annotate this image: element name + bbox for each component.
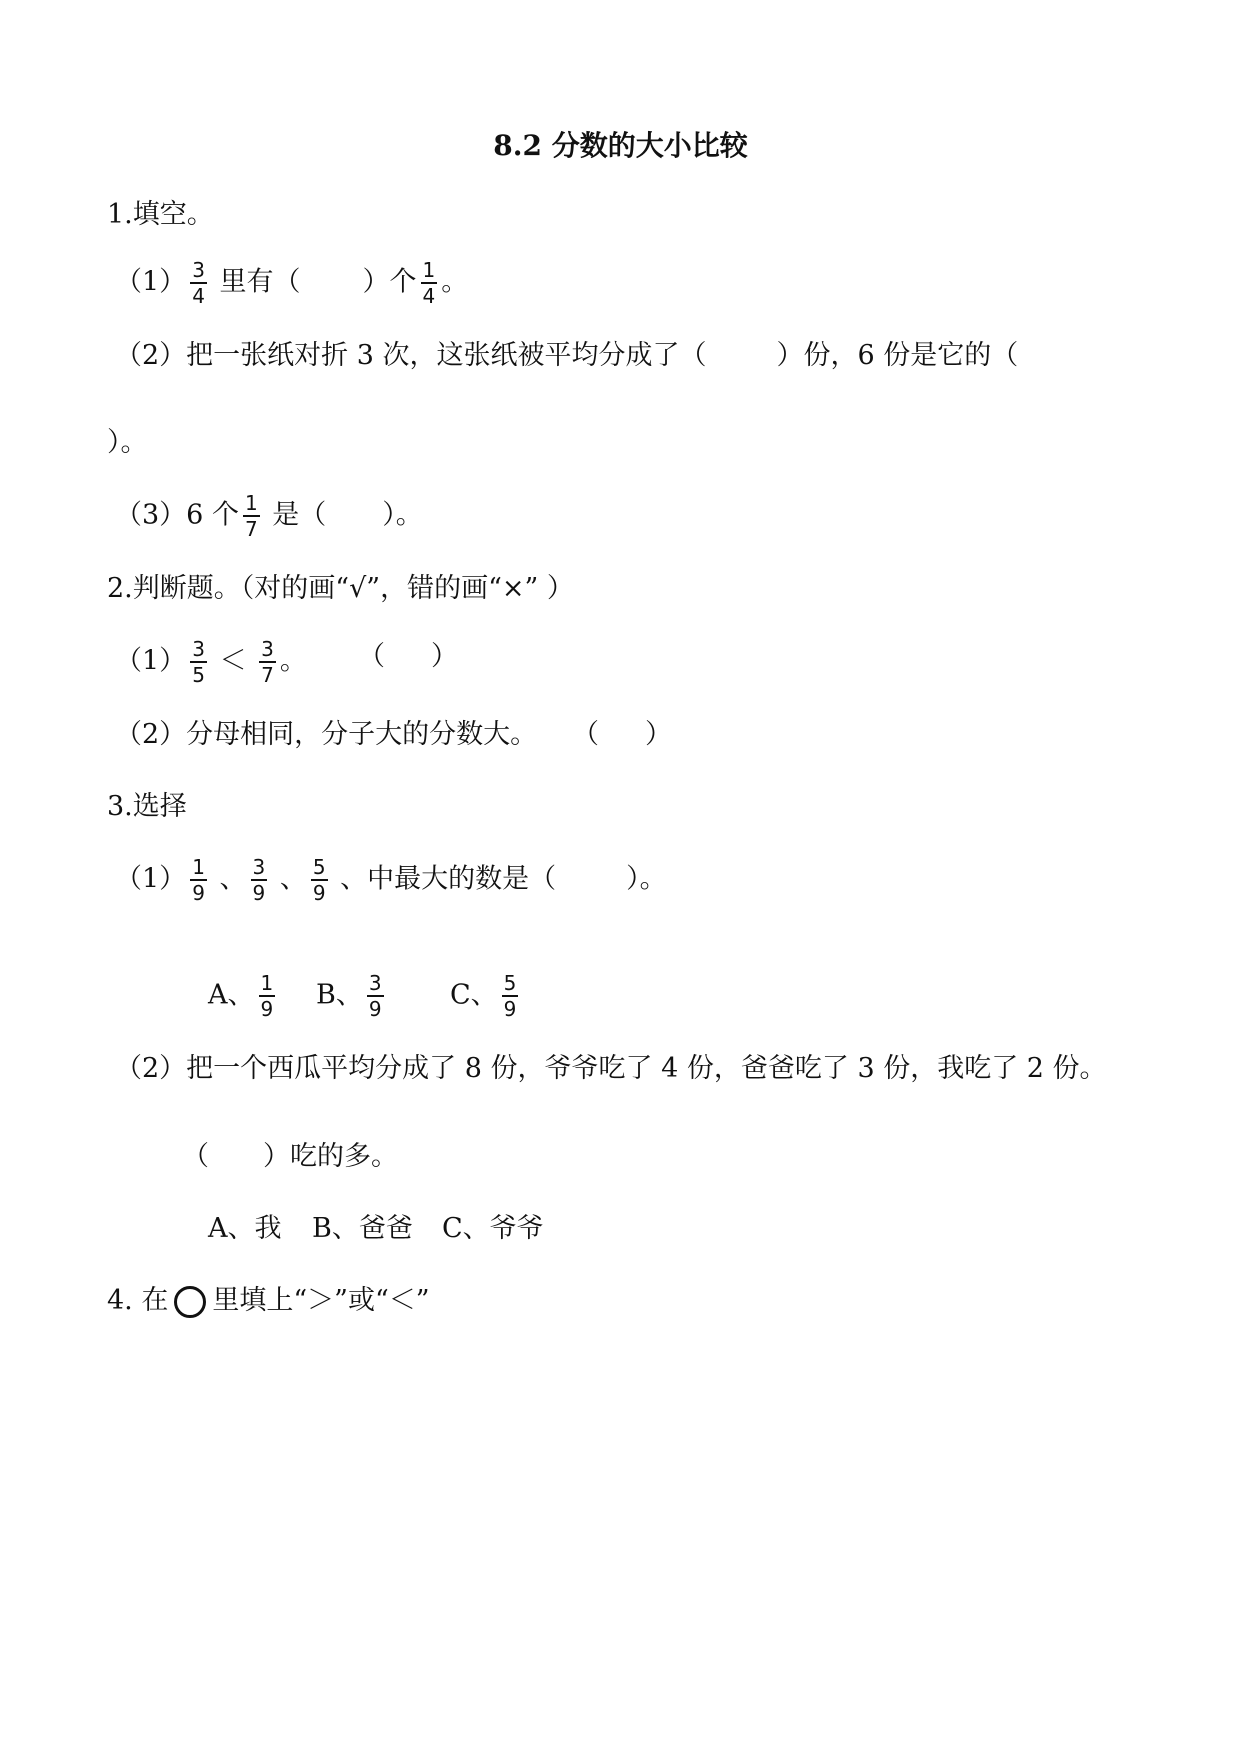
fraction: $\frac{3}{4}$	[192, 258, 205, 308]
q3-part1: （1） $\frac{1}{9}$ 、 $\frac{3}{9}$ 、 $\frac{5}{9}$ 、中最大的数是（ ）。	[115, 855, 667, 905]
q3-p2-option-a[interactable]: A、我	[208, 1213, 282, 1244]
q3-p1-option-c[interactable]: C、 $\frac{5}{9}$	[450, 971, 517, 1021]
q3-p1-option-b[interactable]: B、 $\frac{3}{9}$	[316, 971, 382, 1021]
fraction: $\frac{1}{9}$	[192, 855, 205, 905]
fraction: $\frac{3}{7}$	[261, 637, 274, 687]
fraction: $\frac{5}{9}$	[503, 971, 517, 1021]
q1-p1-mid: 里有（	[219, 266, 301, 298]
page-title: 8.2 分数的大小比较	[493, 129, 748, 162]
fraction: $\frac{3}{5}$	[192, 637, 205, 687]
q3-p1-option-a[interactable]: A、 $\frac{1}{9}$	[208, 971, 274, 1021]
q1-heading: 1.填空。	[107, 199, 214, 230]
q1-part2: （2）把一张纸对折 3 次，这张纸被平均分成了（ ）份，6 份是它的（	[115, 340, 1019, 371]
circle-icon	[174, 1286, 206, 1318]
q3-part2-blank: （ ）吃的多。	[182, 1141, 398, 1172]
q3-part2: （2）把一个西瓜平均分成了 8 份，爷爷吃了 4 份，爸爸吃了 3 份，我吃了 2 份。	[115, 1053, 1107, 1084]
q2-p1-answer[interactable]: （ ）	[358, 641, 458, 672]
q2-part2: （2）分母相同，分子大的分数大。	[115, 719, 538, 750]
fraction: $\frac{1}{9}$	[260, 971, 274, 1021]
fraction: $\frac{3}{9}$	[368, 971, 382, 1021]
q2-p2-answer[interactable]: （ ）	[572, 719, 672, 750]
q2-heading: 2.判断题。（对的画“√”，错的画“×” ）	[107, 573, 574, 604]
q3-p2-option-c[interactable]: C、爷爷	[442, 1213, 544, 1244]
q1-part2-cont: ）。	[107, 427, 148, 458]
fraction: $\frac{1}{7}$	[244, 491, 258, 541]
q2-part1: （1） $\frac{3}{5}$ ＜ $\frac{3}{7}$ 。	[115, 637, 307, 687]
q3-heading: 3.选择	[107, 791, 187, 822]
q4-heading: 4. 在 里填上“＞”或“＜”	[107, 1285, 430, 1316]
less-than-sign: ＜	[219, 645, 247, 677]
q1-part1: （1） $\frac{3}{4}$ 里有（ ）个 $\frac{1}{4}$ 。	[115, 258, 469, 308]
fraction: $\frac{1}{4}$	[422, 258, 436, 308]
fraction: $\frac{3}{9}$	[252, 855, 266, 905]
q1-part3: （3）6 个 $\frac{1}{7}$ 是（ ）。	[115, 491, 423, 541]
fraction: $\frac{5}{9}$	[312, 855, 326, 905]
q3-p2-option-b[interactable]: B、爸爸	[312, 1213, 413, 1244]
q1-p1-label: （1）	[115, 266, 187, 298]
